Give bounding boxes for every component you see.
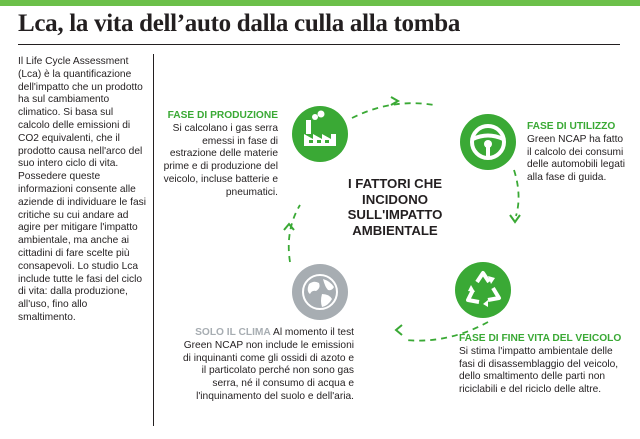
- usage-phase-icon: [460, 114, 516, 170]
- factory-icon: [292, 106, 348, 162]
- globe-icon: [292, 264, 348, 320]
- production-phase-text: Si calcolano i gas serra emessi in fase di estrazione delle materie prime e di produzione del veicolo, incluse batterie e pneumatici.: [163, 122, 278, 198]
- production-phase-block: [160, 110, 278, 200]
- end-of-life-phase-block: [459, 333, 622, 397]
- usage-phase-text: Green NCAP ha fatto il calcolo dei consumi delle automobili legati alla fase di guida.: [527, 133, 625, 184]
- end-of-life-phase-icon: [455, 262, 511, 318]
- climate-text: Al momento il test Green NCAP non include le emissioni di inquinanti come gli ossidi di azoto e il particolato perché non sono gas serra, né il consumo di acqua e l'inquinamento del suolo e dell'aria.: [182, 327, 354, 402]
- steering-wheel-icon: [460, 114, 516, 170]
- climate-block: [176, 327, 354, 404]
- usage-phase-label: FASE DI UTILIZZO: [527, 121, 616, 132]
- page-title: Lca, la vita dell’auto dalla culla alla tomba: [18, 10, 461, 37]
- climate-label: SOLO IL CLIMA: [195, 327, 271, 338]
- recycle-icon: [455, 262, 511, 318]
- intro-text: Il Life Cycle Assessment (Lca) è la quantificazione dell'impatto che un prodotto ha sul cambiamento climatico. Si basa sul calcolo delle emissioni di CO2 equivalenti, che il prodotto causa nell'arco del suo intero ciclo di vita. Possedere queste informazioni consente alle aziende di individuare le fasi critiche su cui andare ad agire per mitigare l'impatto ambientale, ma anche ai cittadini di fare scelte più consapevoli. Lo studio Lca include tutte le fasi del ciclo di vita: dalla produzione, all'uso, fino allo smaltimento.: [18, 56, 146, 323]
- end-of-life-phase-label: FASE DI FINE VITA DEL VEICOLO: [459, 333, 622, 344]
- end-of-life-phase-text: Si stima l'impatto ambientale delle fasi di disassemblaggio del veicolo, dello smaltimento delle parti non riciclabili e del riciclo delle altre.: [459, 345, 619, 396]
- climate-icon-circle: [292, 264, 348, 320]
- center-heading: I FATTORI CHE INCIDONO SULL'IMPATTO AMBIENTALE: [347, 176, 443, 238]
- production-phase-label: FASE DI PRODUZIONE: [167, 110, 278, 121]
- production-phase-icon: [292, 106, 348, 162]
- usage-phase-block: [527, 121, 627, 185]
